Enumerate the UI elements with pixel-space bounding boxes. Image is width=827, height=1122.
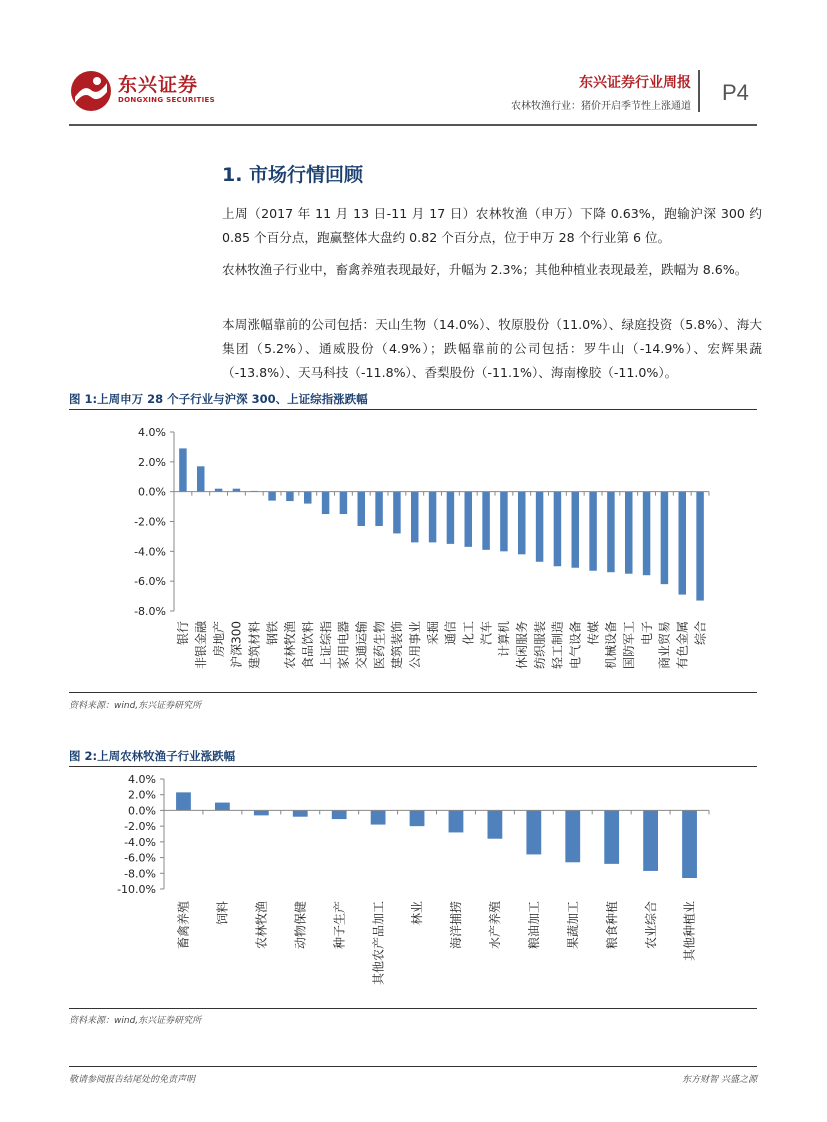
chart1-bar: [554, 492, 561, 567]
report-title: 东兴证券行业周报: [579, 75, 691, 91]
chart2-bar: [682, 810, 697, 878]
chart1-category-label: 机械设备: [604, 621, 619, 670]
figure2-title: 图 2:上周农林牧渔子行业涨跌幅: [69, 749, 236, 763]
chart2-y-tick-label: -2.0%: [124, 820, 156, 834]
chart2-bar: [449, 810, 464, 832]
chart1-bar: [358, 492, 365, 526]
chart2-bar: [176, 792, 191, 810]
chart1-bar: [268, 492, 275, 501]
chart2-category-label: 林业: [410, 901, 425, 926]
chart1-y-tick-label: 0.0%: [138, 485, 166, 499]
chart1-category-label: 建筑材料: [247, 621, 262, 670]
chart1-category-label: 上证综指: [318, 621, 333, 670]
header-rule: [69, 124, 757, 126]
chart1-category-label: 交通运输: [354, 621, 369, 670]
paragraph-sub-industry: 农林牧渔子行业中，畜禽养殖表现最好，升幅为 2.3%；其他种植业表现最差，跌幅为 8.6%。: [222, 262, 748, 277]
chart1-y-tick-label: -4.0%: [134, 545, 166, 559]
chart-industry-returns: [69, 410, 757, 690]
paragraph-top-movers: 本周涨幅靠前的公司包括：天山生物（14.0%）、牧原股份（11.0%）、绿庭投资（5.8%）、海大集团（5.2%）、通威股份（4.9%）；跌幅靠前的公司包括：罗牛山（-14.9%）、宏辉果蔬（-13.8%）、天马科技（-11.8%）、香梨股份（-11.1%）、海南橡胶（-11.0%）。: [222, 317, 763, 380]
chart1-bar: [679, 492, 686, 595]
chart-agri-subindustry-returns: [69, 767, 757, 1007]
chart2-y-tick-label: -6.0%: [124, 851, 156, 865]
chart1-y-tick-label: -2.0%: [134, 515, 166, 529]
chart1-bar: [643, 492, 650, 576]
chart1-bar: [500, 492, 507, 552]
chart1-bar: [429, 492, 436, 543]
figure1-bottom-rule: [69, 692, 757, 693]
section-title: 1. 市场行情回顾: [222, 164, 364, 186]
chart1-bar: [482, 492, 489, 550]
chart2-category-label: 其他农产品加工: [371, 901, 386, 986]
chart1-bar: [322, 492, 329, 514]
chart1-bar: [465, 492, 472, 547]
chart1-bar: [589, 492, 596, 571]
chart1-bar: [340, 492, 347, 514]
chart2-bar: [254, 810, 269, 815]
chart1-category-label: 农林牧渔: [283, 621, 298, 670]
chart1-bar: [607, 492, 614, 573]
chart1-category-label: 纺织服装: [532, 621, 547, 670]
paragraph-market-review: 上周（2017 年 11 月 13 日-11 月 17 日）农林牧渔（申万）下降 0.63%，跑输沪深 300 约 0.85 个百分点，跑赢整体大盘约 0.82 个百分点，位于申万 28 个行业第 6 位。: [222, 206, 762, 245]
chart2-category-label: 果蔬加工: [565, 901, 580, 950]
logo-english-text: DONGXING SECURITIES: [118, 96, 215, 104]
figure2-source: 资料来源：wind,东兴证券研究所: [69, 1016, 202, 1026]
chart1-y-tick-label: -6.0%: [134, 575, 166, 589]
chart1-category-label: 综合: [693, 621, 708, 646]
figure2-bottom-rule: [69, 1008, 757, 1009]
chart2-bar: [371, 810, 386, 824]
footer-rule: [69, 1066, 757, 1067]
chart1-bar: [536, 492, 543, 562]
chart2-category-label: 粮食种植: [604, 901, 619, 950]
chart2-y-tick-label: 4.0%: [128, 773, 156, 786]
chart1-bar: [447, 492, 454, 544]
chart2-category-label: 农林牧渔: [254, 901, 269, 950]
chart1-category-label: 房地产: [211, 621, 226, 658]
chart2-category-label: 其他种植业: [682, 901, 697, 962]
chart2-y-tick-label: 0.0%: [128, 804, 156, 818]
chart2-bar: [215, 803, 230, 811]
chart1-bar: [375, 492, 382, 526]
logo-text: 东兴证券: [118, 74, 199, 96]
chart1-bar: [572, 492, 579, 568]
chart1-y-tick-label: 4.0%: [138, 426, 166, 439]
chart1-y-tick-label: 2.0%: [138, 455, 166, 469]
chart1-category-label: 国防军工: [621, 621, 636, 670]
chart1-category-label: 医药生物: [372, 621, 387, 670]
chart2-y-tick-label: -8.0%: [124, 867, 156, 881]
dongxing-logo-icon: [70, 70, 112, 112]
chart1-category-label: 食品饮料: [300, 621, 315, 670]
chart2-bar: [293, 810, 308, 816]
chart1-category-label: 沪深300: [229, 621, 244, 668]
chart2-bar: [332, 810, 347, 819]
chart2-bar: [604, 810, 619, 863]
chart2-bar: [643, 810, 658, 871]
chart1-category-label: 轻工制造: [550, 621, 565, 670]
chart2-category-label: 海洋捕捞: [449, 901, 464, 950]
chart2-category-label: 种子生产: [332, 901, 347, 950]
figure1-source: 资料来源：wind,东兴证券研究所: [69, 701, 202, 711]
chart1-category-label: 非银金融: [193, 621, 208, 670]
chart1-category-label: 银行: [176, 621, 191, 646]
chart2-category-label: 粮油加工: [527, 901, 542, 950]
chart1-y-tick-label: -8.0%: [134, 605, 166, 618]
chart2-bar: [526, 810, 541, 854]
chart1-bar: [179, 448, 186, 491]
chart2-bar: [410, 810, 425, 826]
chart1-category-label: 化工: [461, 621, 476, 646]
chart1-category-label: 有色金属: [675, 621, 690, 670]
chart2-bar: [565, 810, 580, 862]
chart1-bar: [286, 492, 293, 501]
chart1-category-label: 休闲服务: [514, 621, 529, 670]
figure1-title: 图 1:上周申万 28 个子行业与沪深 300、上证综指涨跌幅: [69, 392, 368, 406]
chart2-y-tick-label: -4.0%: [124, 835, 156, 849]
header-divider: [698, 70, 700, 112]
chart1-category-label: 家用电器: [336, 621, 351, 670]
chart1-bar: [518, 492, 525, 555]
chart2-y-tick-label: 2.0%: [128, 788, 156, 802]
chart1-category-label: 钢铁: [265, 621, 280, 646]
chart2-category-label: 动物保健: [293, 901, 308, 950]
chart1-category-label: 建筑装饰: [390, 621, 405, 670]
chart1-category-label: 电子: [639, 621, 654, 646]
chart1-category-label: 汽车: [479, 621, 494, 646]
chart1-category-label: 传媒: [586, 621, 601, 646]
chart2-category-label: 饲料: [215, 901, 230, 926]
chart1-bar: [197, 466, 204, 491]
chart1-bar: [625, 492, 632, 574]
footer-disclaimer: 敬请参阅报告结尾处的免责声明: [69, 1075, 196, 1085]
chart1-category-label: 采掘: [425, 621, 440, 646]
chart1-bar: [304, 492, 311, 504]
chart1-bar: [393, 492, 400, 534]
page-number: P4: [722, 80, 749, 105]
chart1-bar: [696, 492, 703, 601]
chart1-category-label: 商业贸易: [657, 621, 672, 670]
chart2-bar: [487, 810, 502, 838]
chart2-category-label: 水产养殖: [488, 901, 503, 950]
chart1-category-label: 计算机: [497, 621, 512, 658]
chart2-category-label: 畜禽养殖: [176, 901, 191, 950]
footer-slogan: 东方财智 兴盛之源: [682, 1075, 757, 1085]
chart2-y-tick-label: -10.0%: [117, 883, 156, 896]
chart1-bar: [661, 492, 668, 584]
report-subtitle: 农林牧渔行业：猪价开启季节性上涨通道: [511, 101, 691, 112]
chart1-category-label: 公用事业: [407, 621, 422, 670]
chart2-category-label: 农业综合: [643, 901, 658, 950]
chart1-category-label: 电气设备: [568, 621, 583, 670]
chart1-category-label: 通信: [443, 621, 458, 646]
chart1-bar: [411, 492, 418, 543]
